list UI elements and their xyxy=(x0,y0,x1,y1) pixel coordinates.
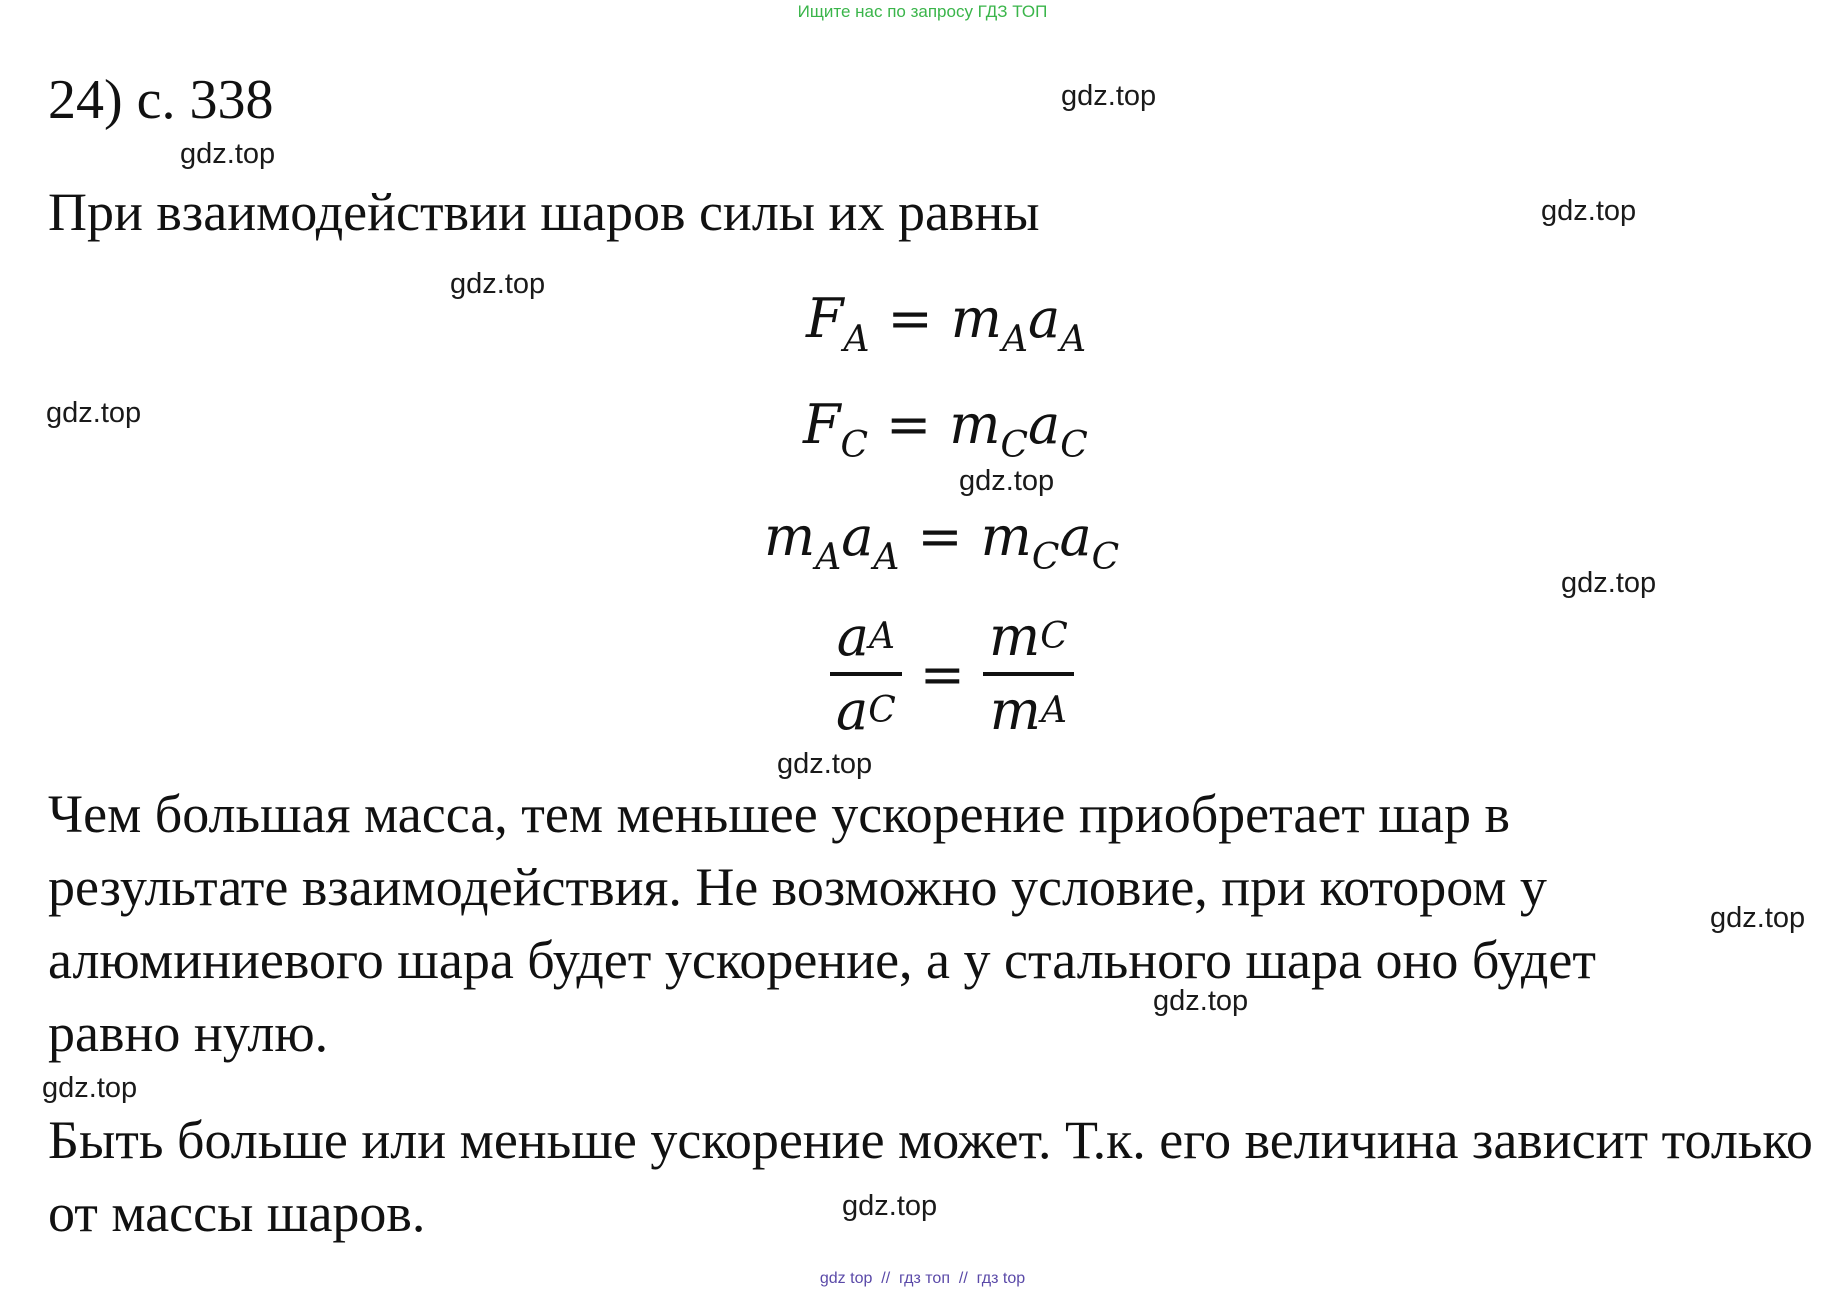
formula-equality xyxy=(764,505,1120,578)
watermark: gdz.top xyxy=(777,748,873,780)
subscript: C xyxy=(840,425,869,466)
watermark: gdz.top xyxy=(1710,902,1806,934)
watermark: gdz.top xyxy=(1153,985,1249,1017)
watermark: gdz.top xyxy=(959,465,1055,497)
symbol: m xyxy=(949,393,1001,456)
paragraph-explanation: Чем большая масса, тем меньшее ускорение приобретает шар в результате взаимодействия. Не возможно условие, при котором у алюминиевого шара будет ускорение, а у стального шара оно будет равно нулю. xyxy=(48,784,1596,1063)
watermark: gdz.top xyxy=(842,1190,938,1222)
subscript: C xyxy=(1091,537,1120,578)
equals-sign: = xyxy=(886,393,932,456)
equals-sign: = xyxy=(917,505,963,568)
symbol: a xyxy=(836,605,869,668)
symbol: m xyxy=(950,287,1002,350)
fraction-right xyxy=(983,602,1074,746)
paragraph-conclusion: Быть больше или меньше ускорение может. Т.к. его величина зависит только от массы шаров. xyxy=(48,1110,1813,1243)
watermark: gdz.top xyxy=(450,268,546,300)
subscript: C xyxy=(1060,425,1088,466)
numerator: m C xyxy=(989,605,1068,668)
symbol: a xyxy=(1027,287,1061,350)
subscript: A xyxy=(873,537,900,578)
symbol: m xyxy=(989,605,1041,668)
numerator: a A xyxy=(836,605,895,668)
watermark: gdz.top xyxy=(180,138,276,170)
watermark: gdz.top xyxy=(1541,195,1637,227)
symbol: m xyxy=(980,505,1032,568)
subscript: A xyxy=(1001,319,1028,360)
top-banner: Ищите нас по запросу ГДЗ ТОП xyxy=(797,2,1048,21)
symbol: F xyxy=(803,393,841,456)
formula-force-a xyxy=(806,287,1087,360)
symbol: F xyxy=(806,287,844,350)
subscript: A xyxy=(1060,319,1087,360)
subscript: C xyxy=(1031,537,1060,578)
denominator: a C xyxy=(836,679,896,742)
watermark: gdz.top xyxy=(1061,80,1157,112)
denominator: m A xyxy=(989,679,1067,742)
bottom-banner: gdz top // гдз топ // гдз top xyxy=(819,1270,1026,1287)
formula-force-c xyxy=(803,393,1088,466)
symbol: m xyxy=(989,679,1041,742)
subscript: A xyxy=(815,537,842,578)
watermark: gdz.top xyxy=(46,397,142,429)
subscript: C xyxy=(1000,425,1029,466)
symbol: a xyxy=(841,505,874,568)
symbol: a xyxy=(1059,505,1092,568)
formula-ratio xyxy=(830,602,1074,746)
paragraph-intro: При взаимодействии шаров силы их равны xyxy=(48,182,1040,242)
symbol: a xyxy=(836,679,869,742)
task-heading: 24) с. 338 xyxy=(48,69,274,131)
watermark: gdz.top xyxy=(42,1072,138,1104)
fraction-left xyxy=(830,602,902,746)
subscript: A xyxy=(843,319,870,360)
watermark: gdz.top xyxy=(1561,567,1657,599)
equals-sign: = xyxy=(887,287,933,350)
symbol: a xyxy=(1028,393,1061,456)
equals-sign: = xyxy=(919,642,965,706)
symbol: m xyxy=(764,505,816,568)
